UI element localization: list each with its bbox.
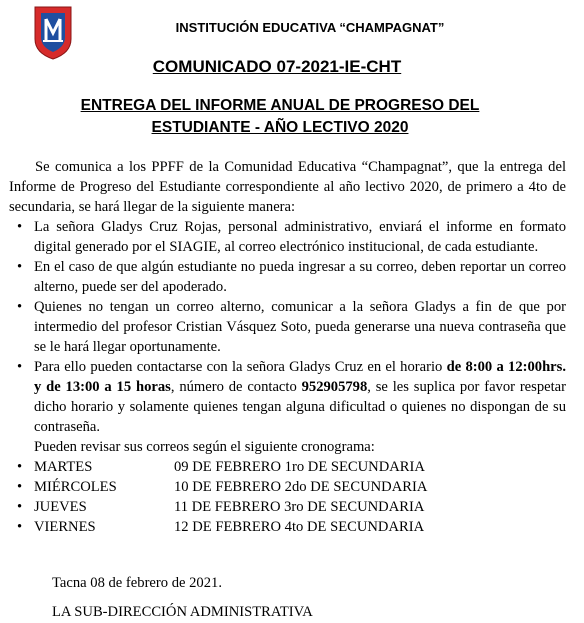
schedule-day: MIÉRCOLES <box>34 479 117 495</box>
school-crest-icon <box>33 5 73 61</box>
schedule-day: VIERNES <box>34 519 96 535</box>
bullet-item: • La señora Gladys Cruz Rojas, personal administrativo, enviará el informe en formato digital generado por el SIAGIE, al correo electrónico institucional, de cada estudiante. <box>9 217 566 257</box>
schedule-list <box>9 457 566 537</box>
subject-line-1: ENTREGA DEL INFORME ANUAL DE PROGRESO DEL <box>80 97 480 114</box>
schedule-row <box>9 517 566 537</box>
contact-phone: 952905798 <box>301 379 368 395</box>
contact-text: , número de contacto <box>170 379 302 395</box>
schedule-day: MARTES <box>34 459 93 475</box>
bullet-list <box>9 217 566 437</box>
schedule-detail: 12 DE FEBRERO 4to DE SECUNDARIA <box>174 519 425 535</box>
communique-body <box>9 157 566 537</box>
schedule-detail: 10 DE FEBRERO 2do DE SECUNDARIA <box>174 479 428 495</box>
intro-paragraph: Se comunica a los PPFF de la Comunidad Educativa “Champagnat”, que la entrega del Informe de Progreso del Estudiante correspondiente al año lectivo 2020, de primero a 4to de secundaria, se hará llegar de la siguiente manera: <box>9 159 566 215</box>
schedule-detail: 11 DE FEBRERO 3ro DE SECUNDARIA <box>174 499 425 515</box>
contact-text: , se les suplica por favor respetar dicho horario y solamente quienes tengan alguna dificultad o quienes no dispongan de su contraseña. <box>34 379 567 435</box>
schedule-row <box>9 477 566 497</box>
bullet-item: • Quienes no tengan un correo alterno, comunicar a la señora Gladys a fin de que por intermedio del profesor Cristian Vásquez Soto, pueda generarse una nueva contraseña que se le hará llegar oportunamente. <box>9 297 566 357</box>
communique-number: COMUNICADO 07-2021-IE-CHT <box>152 57 402 76</box>
communique-subject <box>20 95 540 139</box>
schedule-intro: Pueden revisar sus correos según el siguiente cronograma: <box>34 439 375 455</box>
schedule-row <box>9 457 566 477</box>
document-date: Tacna 08 de febrero de 2021. <box>52 575 222 591</box>
schedule-day: JUEVES <box>34 499 87 515</box>
signature-line: LA SUB-DIRECCIÓN ADMINISTRATIVA <box>52 604 313 620</box>
institution-name: INSTITUCIÓN EDUCATIVA “CHAMPAGNAT” <box>175 20 445 35</box>
schedule-detail: 09 DE FEBRERO 1ro DE SECUNDARIA <box>174 459 425 475</box>
bullet-item: • En el caso de que algún estudiante no pueda ingresar a su correo, deben reportar un correo alterno, puede ser del apoderado. <box>9 257 566 297</box>
contact-text: Para ello pueden contactarse con la señora Gladys Cruz en el horario <box>34 359 447 375</box>
bullet-item-contact <box>9 357 566 437</box>
subject-line-2: ESTUDIANTE - AÑO LECTIVO 2020 <box>151 119 409 136</box>
schedule-row <box>9 497 566 517</box>
contact-hours: de 8:00 a 12:00hrs. y de 13:00 a 15 horas <box>34 359 566 395</box>
